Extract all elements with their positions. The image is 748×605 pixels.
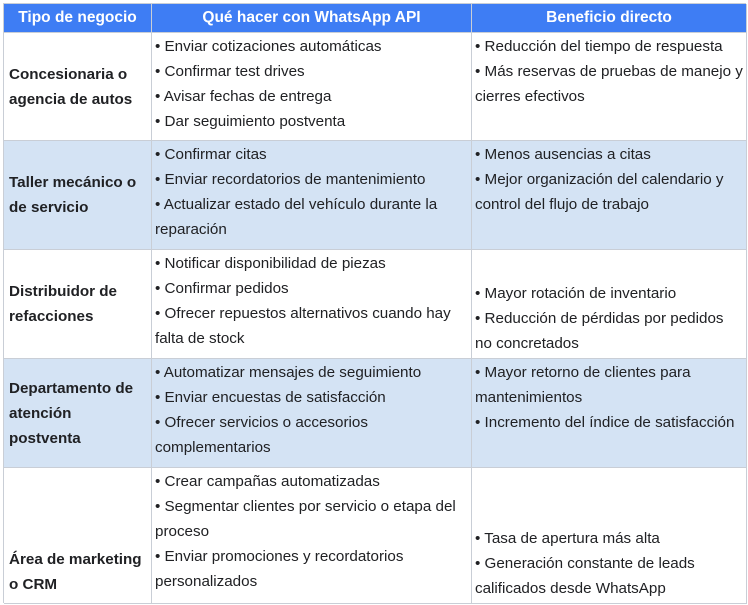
list-item: • Enviar recordatorios de mantenimiento xyxy=(155,171,426,188)
list-item: • Menos ausencias a citas xyxy=(475,146,651,163)
row-aftersales-benefits xyxy=(472,359,747,468)
header-direct-benefit: Beneficio directo xyxy=(472,4,747,33)
list-item: • Crear campañas automatizadas xyxy=(155,473,380,490)
list-item: • Actualizar estado del vehículo durante la reparación xyxy=(155,196,438,238)
row-workshop-actions xyxy=(152,141,472,250)
list-item: • Mayor retorno de clientes para mantenimientos xyxy=(475,364,691,406)
row-parts-distributor-actions xyxy=(152,250,472,359)
list-item: • Más reservas de pruebas de manejo y cierres efectivos xyxy=(475,63,743,105)
row-marketing-actions xyxy=(152,468,472,604)
list-item: • Ofrecer servicios o accesorios complementarios xyxy=(155,414,368,456)
header-whatsapp-actions: Qué hacer con WhatsApp API xyxy=(152,4,472,33)
list-item: • Reducción del tiempo de respuesta xyxy=(475,38,723,55)
list-item: • Notificar disponibilidad de piezas xyxy=(155,255,386,272)
list-item: • Reducción de pérdidas por pedidos no concretados xyxy=(475,310,724,352)
header-business-type: Tipo de negocio xyxy=(4,4,152,33)
list-item: • Ofrecer repuestos alternativos cuando hay falta de stock xyxy=(155,305,451,347)
row-dealership-type: Concesionaria o agencia de autos xyxy=(4,33,152,141)
row-dealership-benefits xyxy=(472,33,747,141)
row-aftersales-actions xyxy=(152,359,472,468)
list-item: • Segmentar clientes por servicio o etapa del proceso xyxy=(155,498,456,540)
row-workshop-type: Taller mecánico o de servicio xyxy=(4,141,152,250)
row-marketing-benefits xyxy=(472,468,747,604)
row-dealership-actions xyxy=(152,33,472,141)
row-parts-distributor-type: Distribuidor de refacciones xyxy=(4,250,152,359)
list-item: • Confirmar pedidos xyxy=(155,280,289,297)
list-item: • Confirmar test drives xyxy=(155,63,305,80)
row-parts-distributor-benefits xyxy=(472,250,747,359)
row-marketing-type: Área de marketing o CRM xyxy=(4,468,152,604)
list-item: • Enviar encuestas de satisfacción xyxy=(155,389,386,406)
list-item: • Confirmar citas xyxy=(155,146,267,163)
list-item: • Generación constante de leads calificados desde WhatsApp xyxy=(475,555,695,597)
list-item: • Mejor organización del calendario y control del flujo de trabajo xyxy=(475,171,724,213)
list-item: • Enviar promociones y recordatorios personalizados xyxy=(155,548,404,590)
list-item: • Incremento del índice de satisfacción xyxy=(475,414,735,431)
business-table xyxy=(3,3,746,603)
list-item: • Tasa de apertura más alta xyxy=(475,530,660,547)
list-item: • Enviar cotizaciones automáticas xyxy=(155,38,382,55)
list-item: • Dar seguimiento postventa xyxy=(155,113,346,130)
row-workshop-benefits xyxy=(472,141,747,250)
list-item: • Mayor rotación de inventario xyxy=(475,285,677,302)
list-item: • Avisar fechas de entrega xyxy=(155,88,332,105)
list-item: • Automatizar mensajes de seguimiento xyxy=(155,364,422,381)
row-aftersales-type: Departamento de atención postventa xyxy=(4,359,152,468)
